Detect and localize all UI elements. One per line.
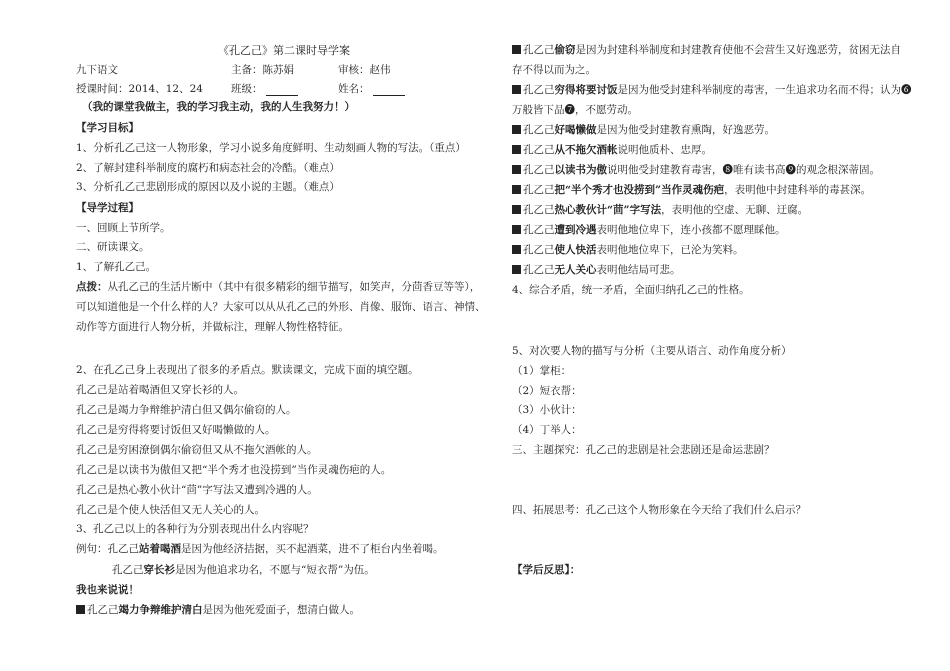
contradiction-3: 孔乙己是穷得将要讨饭但又好喝懒做的人。 — [76, 424, 276, 436]
goal-1: 1、分析孔乙己这一人物形象，学习小说多角度鲜明、生动刻画人物的写法。（重点） — [76, 142, 466, 154]
answer-10-text: 表明他地位卑下，已沦为笑料。 — [596, 244, 744, 256]
bullet-square-icon — [76, 605, 85, 614]
example-keyword: 站着喝酒 — [139, 543, 181, 555]
example-text: 是因为他经济拮据，买不起酒菜，进不了柜台内坐着喝。 — [181, 543, 444, 555]
answer-2-prefix: 孔乙己 — [523, 44, 555, 56]
bullet-square-icon — [512, 145, 521, 154]
question-3: 3、孔乙己以上的各种行为分别表现出什么内容呢？ — [76, 523, 314, 535]
class-field — [231, 82, 298, 96]
answer-2-keyword: 偷窃 — [554, 44, 576, 56]
answer-10-keyword: 使人快活 — [554, 244, 597, 256]
answer-7-prefix: 孔乙己 — [523, 184, 555, 196]
motto: （我的课堂我做主，我的学习我主动，我的人生我努力！） — [82, 101, 355, 113]
name-field — [338, 82, 405, 96]
process-heading: 【导学过程】 — [76, 202, 139, 214]
bullet-square-icon — [512, 165, 521, 174]
bullet-square-icon — [512, 225, 521, 234]
hint-paragraph-line-1 — [76, 280, 480, 294]
hint-paragraph-line-2: 可以知道他是一个什么样的人？大家可以从从孔乙己的外形、肖像、服饰、语言、神情、 — [76, 301, 486, 313]
person-4: （4）丁举人： — [512, 424, 582, 436]
answer-4 — [512, 123, 775, 137]
step-1: 一、回顾上节所学。 — [76, 222, 171, 234]
goal-2: 2、了解封建科举制度的腐朽和病态社会的冷酷。（难点） — [76, 162, 340, 174]
example-label: 例句：孔乙己 — [76, 543, 139, 555]
say-heading: 我也来说说！ — [76, 584, 139, 596]
answer-8-prefix: 孔乙己 — [523, 204, 555, 216]
answer-3-keyword: 穷得将要讨饭 — [554, 84, 618, 96]
bullet-square-icon — [512, 245, 521, 254]
answer-5-text: 说明他质朴、忠厚。 — [617, 144, 712, 156]
answer-3-prefix: 孔乙己 — [523, 84, 555, 96]
date-label: 授课时间：2014、12、24 — [76, 83, 203, 95]
reflection-heading: 【学后反思】： — [512, 564, 581, 576]
step-2: 二、研读课文。 — [76, 241, 150, 253]
answer-6 — [512, 163, 880, 177]
name-label: 姓名： — [338, 83, 370, 95]
bullet-square-icon — [512, 85, 521, 94]
theme-question: 三、主题探究：孔乙己的悲剧是社会悲剧还是命运悲剧？ — [512, 444, 775, 456]
hint-text-1: 从孔乙己的生活片断中（其中有很多精彩的细节描写，如笑声，分茴香豆等等）， — [107, 281, 481, 293]
answer-11 — [512, 263, 681, 277]
answer-1-prefix: 孔乙己 — [87, 604, 119, 616]
contradiction-6: 孔乙己是热心教小伙计“茴”字写法又遭到冷遇的人。 — [76, 484, 318, 496]
name-blank — [373, 84, 405, 96]
example-2-keyword: 穿长衫 — [143, 564, 175, 576]
answer-3 — [512, 83, 912, 97]
answer-8 — [512, 203, 808, 217]
answer-2 — [512, 43, 901, 57]
hint-paragraph-line-3: 动作等方面进行人物分析，并做标注，理解人物性格特征。 — [76, 321, 349, 333]
example-2-prefix: 孔乙己 — [112, 564, 144, 576]
question-4: 4、综合矛盾，统一矛盾，全面归纳孔乙己的性格。 — [512, 284, 750, 296]
goals-heading: 【学习目标】 — [76, 122, 139, 134]
bullet-square-icon — [512, 265, 521, 274]
answer-11-text: 表明他结局可悲。 — [596, 264, 681, 276]
answer-6-keyword: 以读书为傲 — [554, 164, 607, 176]
question-2: 2、在孔乙己身上表现出了很多的矛盾点。默读课文，完成下面的填空题。 — [76, 364, 419, 376]
answer-4-text: 是因为他受封建教育熏陶，好逸恶劳。 — [596, 124, 775, 136]
contradiction-4: 孔乙己是穷困潦倒偶尔偷窃但又从不拖欠酒帐的人。 — [76, 444, 318, 456]
answer-2-line-2: 存不得以而为之。 — [512, 64, 596, 76]
reviewer-label: 审核：赵伟 — [338, 64, 391, 76]
class-blank — [266, 84, 298, 96]
answer-8-text: ，表明他的空虚、无聊、迂腐。 — [661, 204, 809, 216]
answer-10-prefix: 孔乙己 — [523, 244, 555, 256]
document-title: 《孔乙己》第二课时导学案 — [218, 44, 350, 57]
expand-question: 四、拓展思考：孔乙己这个人物形象在今天给了我们什么启示？ — [512, 504, 806, 516]
answer-7-keyword: 把“半个秀才也没捞到”当作灵魂伤疤 — [554, 184, 725, 196]
answer-9-prefix: 孔乙己 — [523, 224, 555, 236]
answer-1-text: 是因为他死爱面子，想清白做人。 — [202, 604, 360, 616]
answer-9-keyword: 遭到冷遇 — [554, 224, 597, 236]
contradiction-5: 孔乙己是以读书为傲但又把“半个秀才也没捞到”当作灵魂伤疤的人。 — [76, 464, 392, 476]
answer-7-text: ，表明他中封建科举的毒甚深。 — [724, 184, 872, 196]
answer-4-keyword: 好喝懒做 — [554, 124, 597, 136]
person-2: （2）短衣帮： — [512, 385, 582, 397]
answer-3-text: 是因为他受封建科举制度的毒害，一生追求功名而不得；认为❻ — [617, 84, 912, 96]
answer-3-line-2: 万般皆下品❼，不愿劳动。 — [512, 104, 638, 116]
answer-5 — [512, 143, 712, 157]
answer-9-text: 表明他地位卑下，连小孩都不愿理睬他。 — [596, 224, 786, 236]
answer-8-keyword: 热心教伙计“茴”字写法 — [554, 204, 662, 216]
contradiction-7: 孔乙己是个使人快活但又无人关心的人。 — [76, 504, 265, 516]
answer-10 — [512, 243, 744, 257]
answer-1 — [76, 603, 360, 617]
answer-5-keyword: 从不拖欠酒帐 — [554, 144, 618, 156]
answer-4-prefix: 孔乙己 — [523, 124, 555, 136]
contradiction-2: 孔乙己是竭力争辩维护清白但又偶尔偷窃的人。 — [76, 404, 297, 416]
bullet-square-icon — [512, 185, 521, 194]
answer-11-keyword: 无人关心 — [554, 264, 597, 276]
answer-1-keyword: 竭力争辩维护清白 — [118, 604, 203, 616]
person-1: （1）掌柜： — [512, 365, 572, 377]
contradiction-1: 孔乙己是站着喝酒但又穿长衫的人。 — [76, 384, 244, 396]
bullet-square-icon — [512, 125, 521, 134]
person-3: （3）小伙计： — [512, 404, 582, 416]
bullet-square-icon — [512, 45, 521, 54]
answer-2-text: 是因为封建科举制度和封建教育使他不会营生又好逸恶劳，贫困无法自 — [575, 44, 901, 56]
answer-6-text: 说明他受封建教育毒害，❽唯有读书高❾的观念根深蒂固。 — [607, 164, 880, 176]
hint-label: 点拨： — [76, 281, 108, 293]
answer-7 — [512, 183, 871, 197]
answer-9 — [512, 223, 786, 237]
class-label: 班级： — [231, 83, 263, 95]
answer-6-prefix: 孔乙己 — [523, 164, 555, 176]
goal-3: 3、分析孔乙己悲剧形成的原因以及小说的主题。（难点） — [76, 181, 340, 193]
example-2-text: 是因为他追求功名，不愿与“短衣帮”为伍。 — [175, 564, 375, 576]
example-1 — [76, 542, 444, 556]
answer-11-prefix: 孔乙己 — [523, 264, 555, 276]
step-2-1: 1、了解孔乙己。 — [76, 261, 157, 273]
answer-5-prefix: 孔乙己 — [523, 144, 555, 156]
example-2 — [112, 563, 375, 577]
grade-label: 九下语文 — [76, 64, 118, 76]
editor-label: 主备：陈苏娟 — [231, 64, 294, 76]
question-5: 5、对次要人物的描写与分析（主要从语言、动作角度分析） — [512, 345, 792, 357]
bullet-square-icon — [512, 205, 521, 214]
